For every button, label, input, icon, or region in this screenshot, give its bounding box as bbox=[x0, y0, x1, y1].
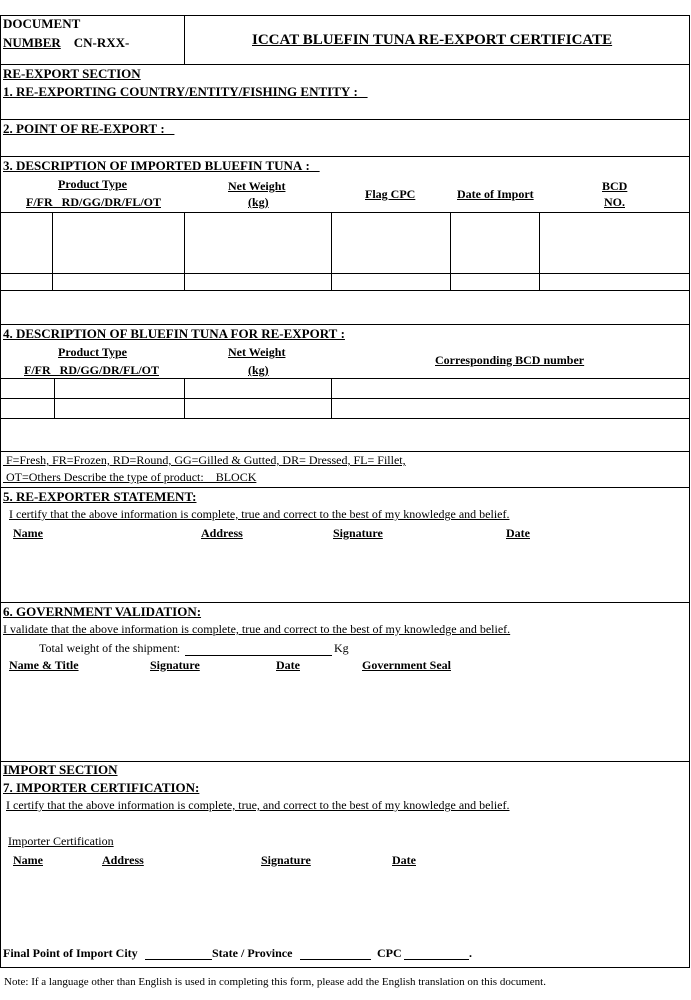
col-kg: (kg) bbox=[248, 195, 269, 209]
government-validation-heading: 6. GOVERNMENT VALIDATION: bbox=[3, 604, 202, 619]
reexporter-signature-area[interactable] bbox=[1, 545, 689, 601]
col-product-type: Product Type bbox=[58, 345, 128, 359]
imported-cell-ffr[interactable] bbox=[1, 213, 52, 273]
final-point-import-label: Final Point of Import City bbox=[3, 946, 138, 960]
importer-address-label: Address bbox=[102, 853, 144, 867]
government-signature-area[interactable] bbox=[1, 677, 689, 760]
reexport-cell-product-type[interactable] bbox=[55, 379, 184, 398]
imported-cell-bcd[interactable] bbox=[540, 213, 689, 273]
importer-certify-text: I certify that the above information is complete, true, and correct to the best of my knowledge and belief. bbox=[6, 798, 510, 812]
reexporter-statement-heading: 5. RE-EXPORTER STATEMENT: bbox=[3, 489, 197, 504]
total-weight-label: Total weight of the shipment: bbox=[39, 641, 181, 655]
col-product-type: Product Type bbox=[58, 177, 128, 191]
cpc-period: . bbox=[469, 946, 472, 960]
reexport-tuna-heading: 4. DESCRIPTION OF BLUEFIN TUNA FOR RE-EXPORT : bbox=[3, 326, 345, 341]
col-date-of-import: Date of Import bbox=[457, 187, 534, 201]
col-bcd: BCD bbox=[602, 179, 628, 193]
reexporter-signature-label: Signature bbox=[333, 526, 383, 540]
government-validate-text: I validate that the above information is complete, true and correct to the best of my knowledge and belief. bbox=[3, 622, 511, 636]
document-number[interactable]: CN-RXX- bbox=[73, 35, 130, 50]
product-legend-line-1: F=Fresh, FR=Frozen, RD=Round, GG=Gilled & Gutted, DR= Dressed, FL= Fillet, bbox=[3, 453, 406, 467]
importer-signature-area[interactable] bbox=[1, 872, 689, 937]
col-net-weight: Net Weight bbox=[228, 345, 286, 359]
cpc-label: CPC bbox=[377, 946, 402, 960]
final-point-import-field[interactable] bbox=[145, 959, 212, 960]
document-label: DOCUMENT bbox=[3, 16, 81, 31]
reexport-cell-net-weight[interactable] bbox=[185, 379, 331, 398]
imported-cell-net-weight[interactable] bbox=[185, 213, 331, 273]
import-section-heading: IMPORT SECTION bbox=[3, 762, 118, 777]
reexport-section-heading: RE-EXPORT SECTION bbox=[3, 66, 141, 81]
col-net-weight: Net Weight bbox=[228, 179, 286, 193]
col-bcd-no: NO. bbox=[604, 195, 625, 209]
government-signature-label: Signature bbox=[150, 658, 200, 672]
reexporter-date-label: Date bbox=[506, 526, 530, 540]
importer-name-label: Name bbox=[13, 853, 43, 867]
page-title: ICCAT BLUEFIN TUNA RE-EXPORT CERTIFICATE bbox=[252, 32, 613, 48]
product-legend-line-2 bbox=[3, 470, 256, 485]
col-flag-cpc: Flag CPC bbox=[365, 187, 416, 201]
importer-certification-label: Importer Certification bbox=[8, 834, 114, 848]
reexporting-country-field[interactable]: 1. RE-EXPORTING COUNTRY/ENTITY/FISHING ENTITY : bbox=[3, 84, 368, 99]
imported-cell-product-type[interactable] bbox=[53, 213, 184, 273]
total-weight-field[interactable] bbox=[185, 655, 332, 656]
number-label-text: NUMBER bbox=[3, 35, 61, 50]
product-legend-line-2-text: OT=Others Describe the type of product: BLOCK bbox=[3, 470, 257, 484]
total-weight-unit: Kg bbox=[334, 641, 349, 655]
reexporter-address-label: Address bbox=[201, 526, 243, 540]
reexport-cell-ffr[interactable] bbox=[1, 379, 54, 398]
cpc-field[interactable] bbox=[404, 959, 469, 960]
col-product-codes: F/FR RD/GG/DR/FL/OT bbox=[26, 195, 161, 209]
state-province-label: State / Province bbox=[212, 946, 293, 960]
reexporter-certify-text: I certify that the above information is complete, true and correct to the best of my knowledge and belief. bbox=[9, 507, 510, 521]
government-seal-label: Government Seal bbox=[362, 658, 451, 672]
footer-note: Note: If a language other than English is used in completing this form, please add the English translation on this document. bbox=[4, 976, 546, 988]
reexport-cell-bcd[interactable] bbox=[332, 379, 689, 398]
col-kg: (kg) bbox=[248, 363, 269, 377]
importer-date-label: Date bbox=[392, 853, 416, 867]
col-corresponding-bcd: Corresponding BCD number bbox=[435, 353, 585, 367]
imported-cell-date[interactable] bbox=[451, 213, 539, 273]
importer-signature-label: Signature bbox=[261, 853, 311, 867]
government-date-label: Date bbox=[276, 658, 300, 672]
state-province-field[interactable] bbox=[300, 959, 371, 960]
reexporter-name-label: Name bbox=[13, 526, 43, 540]
importer-certification-heading: 7. IMPORTER CERTIFICATION: bbox=[3, 780, 200, 795]
government-name-title-label: Name & Title bbox=[9, 658, 79, 672]
imported-tuna-heading: 3. DESCRIPTION OF IMPORTED BLUEFIN TUNA : bbox=[3, 158, 320, 173]
col-product-codes: F/FR RD/GG/DR/FL/OT bbox=[24, 363, 159, 377]
number-label bbox=[3, 35, 129, 51]
imported-cell-flag-cpc[interactable] bbox=[332, 213, 450, 273]
point-of-reexport-field[interactable]: 2. POINT OF RE-EXPORT : bbox=[3, 121, 175, 136]
